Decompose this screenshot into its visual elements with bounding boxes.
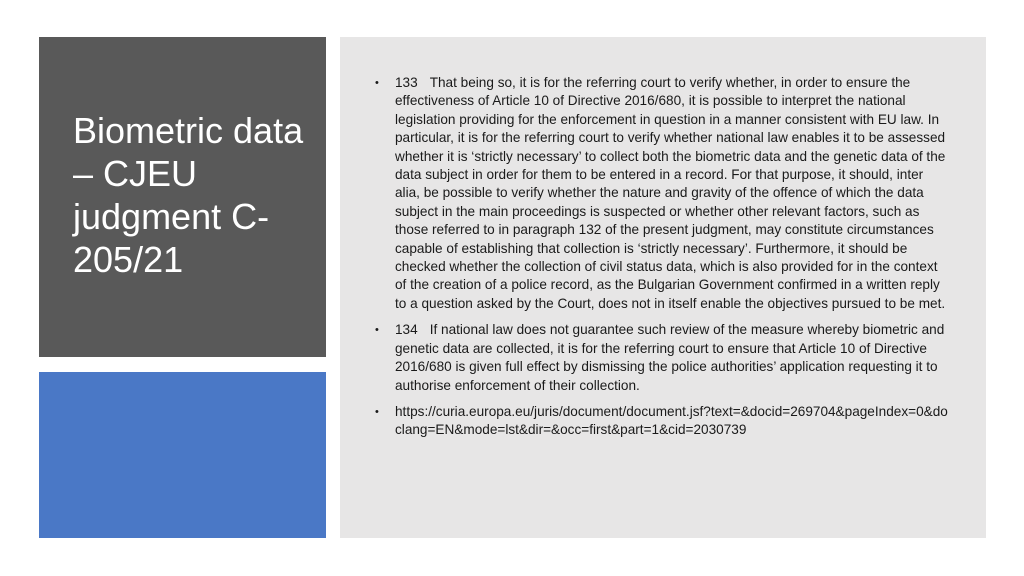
paragraph-text: If national law does not guarantee such review of the measure whereby biometric and genetic data are collected, it is for the referring court to ensure that Article 10 of Directive 2016/680 is given full effect by dismissing the police authorities’ application requesting it to authorise enforcement of their collection. [395, 322, 945, 393]
bullet-item-134 [375, 321, 950, 395]
bullet-dot-icon: • [375, 405, 379, 418]
paragraph-text: That being so, it is for the referring court to verify whether, in order to ensure the effectiveness of Article 10 of Directive 2016/680, it is possible to interpret the national legislation providing for the enforcement in question in a manner consistent with EU law. In particular, it is for the referring court to verify whether national law enables it to be assessed whether it is ‘strictly necessary’ to collect both the biometric data and the genetic data of the data subject in order for them to be entered in a record. For that purpose, it should, inter alia, be possible to verify whether the nature and gravity of the offence of which the data subject in the main proceedings is suspected or whether other relevant factors, such as those referred to in paragraph 132 of the present judgment, may constitute circumstances capable of establishing that collection is ‘strictly necessary’. Furthermore, it should be checked whether the collection of civil status data, which is also provided for in the context of the creation of a police record, as the Bulgarian Government confirmed in a written reply to a question asked by the Court, does not in itself enable the objectives pursued to be met. [395, 75, 946, 311]
bullet-dot-icon: • [375, 324, 379, 337]
source-link[interactable]: https://curia.europa.eu/juris/document/document.jsf?text=&docid=269704&pageIndex=0&doclang=EN&mode=lst&dir=&occ=first&part=1&cid=2030739 [395, 403, 948, 438]
bullet-list [375, 74, 950, 448]
paragraph-number: 133 [395, 75, 418, 90]
paragraph-number: 134 [395, 322, 418, 338]
accent-block [39, 372, 326, 538]
slide-title: Biometric data – CJEU judgment C-205/21 [73, 110, 304, 280]
bullet-item-133 [375, 74, 950, 313]
content-panel [340, 37, 986, 538]
bullet-dot-icon: • [375, 77, 379, 89]
title-panel [39, 37, 326, 357]
bullet-item-link [375, 403, 950, 440]
